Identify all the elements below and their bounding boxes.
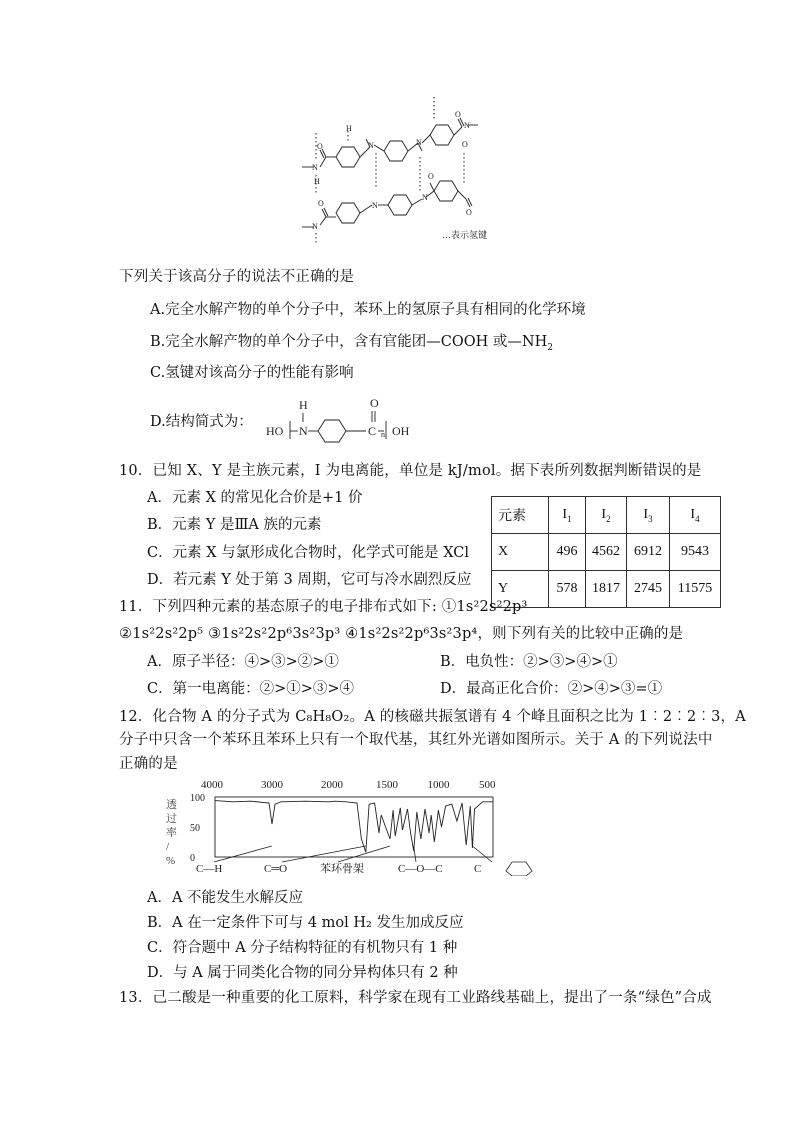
ir-annotation-pointer xyxy=(282,846,366,862)
table-header-cell: $I_3$ xyxy=(627,497,670,534)
atom-label-o: O xyxy=(462,140,468,149)
table-header-cell: 元素 xyxy=(492,497,549,534)
q11-stem: 11．下列四种元素的基态原子的电子排布式如下: xyxy=(119,599,442,615)
ir-annotation-label: C xyxy=(474,863,482,875)
y-tick-label: 100 xyxy=(190,793,205,804)
formula-o: O xyxy=(370,396,379,410)
ir-annotation-pointer xyxy=(472,846,492,862)
table-cell: 578 xyxy=(549,571,586,608)
atom-label-n: N xyxy=(416,138,422,147)
q9-option-b-text: B.完全水解产物的单个分子中，含有官能团—COOH 或—NH xyxy=(150,334,548,350)
q9-stem: 下列关于该高分子的说法不正确的是 xyxy=(119,269,355,285)
atom-label-o: O xyxy=(455,110,461,119)
q13-line1: 13．己二酸是一种重要的化工原料，科学家在现有工业路线基础上，提出了一条“绿色”合成 xyxy=(119,990,712,1006)
ir-spectrum-chart xyxy=(160,776,560,876)
y-tick-label: 0 xyxy=(190,853,195,864)
polymer-structure-figure xyxy=(292,95,502,245)
atom-label-h: H xyxy=(346,124,352,133)
atom-label-n: N xyxy=(368,141,374,150)
table-cell: 4562 xyxy=(586,534,627,571)
x-tick-label: 2000 xyxy=(321,779,343,791)
q11-option-a: A．原子半径：④>③>②>① xyxy=(147,654,339,670)
table-header-row xyxy=(492,497,721,534)
atom-label-n: N xyxy=(312,222,318,231)
x-tick-label: 3000 xyxy=(261,779,283,791)
table-header-cell: $I_1$ xyxy=(549,497,586,534)
y-axis-label-char: 率 xyxy=(166,827,177,839)
table-cell: X xyxy=(492,534,549,571)
ir-annotation-label: C—H xyxy=(196,863,223,875)
table-cell: 2745 xyxy=(627,571,670,608)
table-cell: 1817 xyxy=(586,571,627,608)
formula-n: N xyxy=(299,424,308,438)
table-cell: 6912 xyxy=(627,534,670,571)
y-axis-label-char: 过 xyxy=(166,813,177,825)
ir-annotation-pointer xyxy=(414,846,416,862)
q9-structural-formula xyxy=(264,393,424,443)
ir-spectrum-line xyxy=(215,801,493,853)
q10-option-a: A．元素 X 的常见化合价是+1 价 xyxy=(147,490,363,506)
q10-stem: 10．已知 X、Y 是主族元素，I 为电离能，单位是 kJ/mol。据下表所列数据判断错误的是 xyxy=(119,463,702,479)
q10-option-b: B．元素 Y 是ⅢA 族的元素 xyxy=(147,517,322,533)
table-header-cell: $I_2$ xyxy=(586,497,627,534)
y-tick-label: 50 xyxy=(190,823,200,834)
q9-option-b-sub: 2 xyxy=(547,342,553,353)
q12-option-d: D．与 A 属于同类化合物的同分异构体只有 2 种 xyxy=(147,965,458,981)
formula-ho: HO xyxy=(266,424,284,438)
q12-line2: 分子中只含一个苯环且苯环上只有一个取代基，其红外光谱如图所示。关于 A 的下列说法中 xyxy=(119,732,713,748)
table-cell: 9543 xyxy=(670,534,721,571)
ir-annotation-label: C═O xyxy=(264,863,288,875)
ir-annotation-label: C—O—C xyxy=(398,863,443,875)
atom-label-n: N xyxy=(464,121,470,130)
q11-option-d: D．最高正化合价：②>④>③=① xyxy=(440,681,663,697)
table-header-cell: $I_4$ xyxy=(670,497,721,534)
table-cell: Y xyxy=(492,571,549,608)
x-tick-label: 1000 xyxy=(427,779,450,791)
q11-line1 xyxy=(119,595,528,616)
table-row xyxy=(492,534,721,571)
benzene-ring-icon xyxy=(506,862,532,876)
q12-option-b: B．A 在一定条件下可与 4 mol H₂ 发生加成反应 xyxy=(147,915,464,931)
q9-option-a: A.完全水解产物的单个分子中，苯环上的氢原子具有相同的化学环境 xyxy=(150,302,586,318)
atom-label-n: N xyxy=(422,193,428,202)
hydrogen-bond-legend: …表示氢键 xyxy=(442,230,488,240)
q12-line1: 12．化合物 A 的分子式为 C₈H₈O₂。A 的核磁共振氢谱有 4 个峰且面积之比为 1︰2︰2︰3，A xyxy=(119,709,746,725)
x-tick-label: 1500 xyxy=(376,779,398,791)
atom-label-o: O xyxy=(428,172,434,181)
q10-option-c: C．元素 X 与氯形成化合物时，化学式可能是 XCl xyxy=(147,545,470,561)
q12-option-a: A．A 不能发生水解反应 xyxy=(147,890,304,906)
atom-label-o: O xyxy=(318,199,324,208)
q10-option-d: D．若元素 Y 处于第 3 周期，它可与冷水剧烈反应 xyxy=(147,572,472,588)
q9-option-c: C.氢键对该高分子的性能有影响 xyxy=(150,365,354,381)
atom-label-n: N xyxy=(372,201,378,210)
table-cell: 11575 xyxy=(670,571,721,608)
q11-option-b: B．电负性：②>③>④>① xyxy=(440,654,618,670)
q9-option-d: D.结构简式为： xyxy=(150,414,253,430)
formula-c: C xyxy=(368,424,377,438)
q12-option-c: C．符合题中 A 分子结构特征的有机物只有 1 种 xyxy=(147,940,458,956)
ir-annotation-pointer xyxy=(214,846,272,862)
atom-label-o: O xyxy=(317,142,323,151)
q9-option-b xyxy=(150,330,553,353)
ir-annotation-pointer xyxy=(338,846,390,862)
q12-line3: 正确的是 xyxy=(119,756,178,772)
y-axis-label-char: 透 xyxy=(166,799,177,811)
formula-n-subscript: n xyxy=(381,430,385,439)
formula-h: H xyxy=(299,398,308,412)
atom-label-n: N xyxy=(312,163,318,172)
q11-line2: ②1s²2s²2p⁵ ③1s²2s²2p⁶3s²3p³ ④1s²2s²2p⁶3s²3p⁴，则下列有关的比较中正确的是 xyxy=(119,626,684,642)
x-tick-label: 4000 xyxy=(201,779,223,791)
ir-annotation-label: 苯环骨架 xyxy=(320,863,364,875)
x-tick-label: 500 xyxy=(479,779,496,791)
y-axis-label-char: / xyxy=(166,841,170,853)
atom-label-o: O xyxy=(466,208,472,217)
q11-option-c: C．第一电离能：②>①>③>④ xyxy=(147,681,355,697)
y-axis-label-char: % xyxy=(166,855,176,867)
atom-label-h: H xyxy=(314,177,320,186)
q11-config-1: ①1s²2s²2p³ xyxy=(441,599,528,615)
table-cell: 496 xyxy=(549,534,586,571)
ionization-energy-table xyxy=(491,496,721,608)
formula-oh: OH xyxy=(392,424,410,438)
